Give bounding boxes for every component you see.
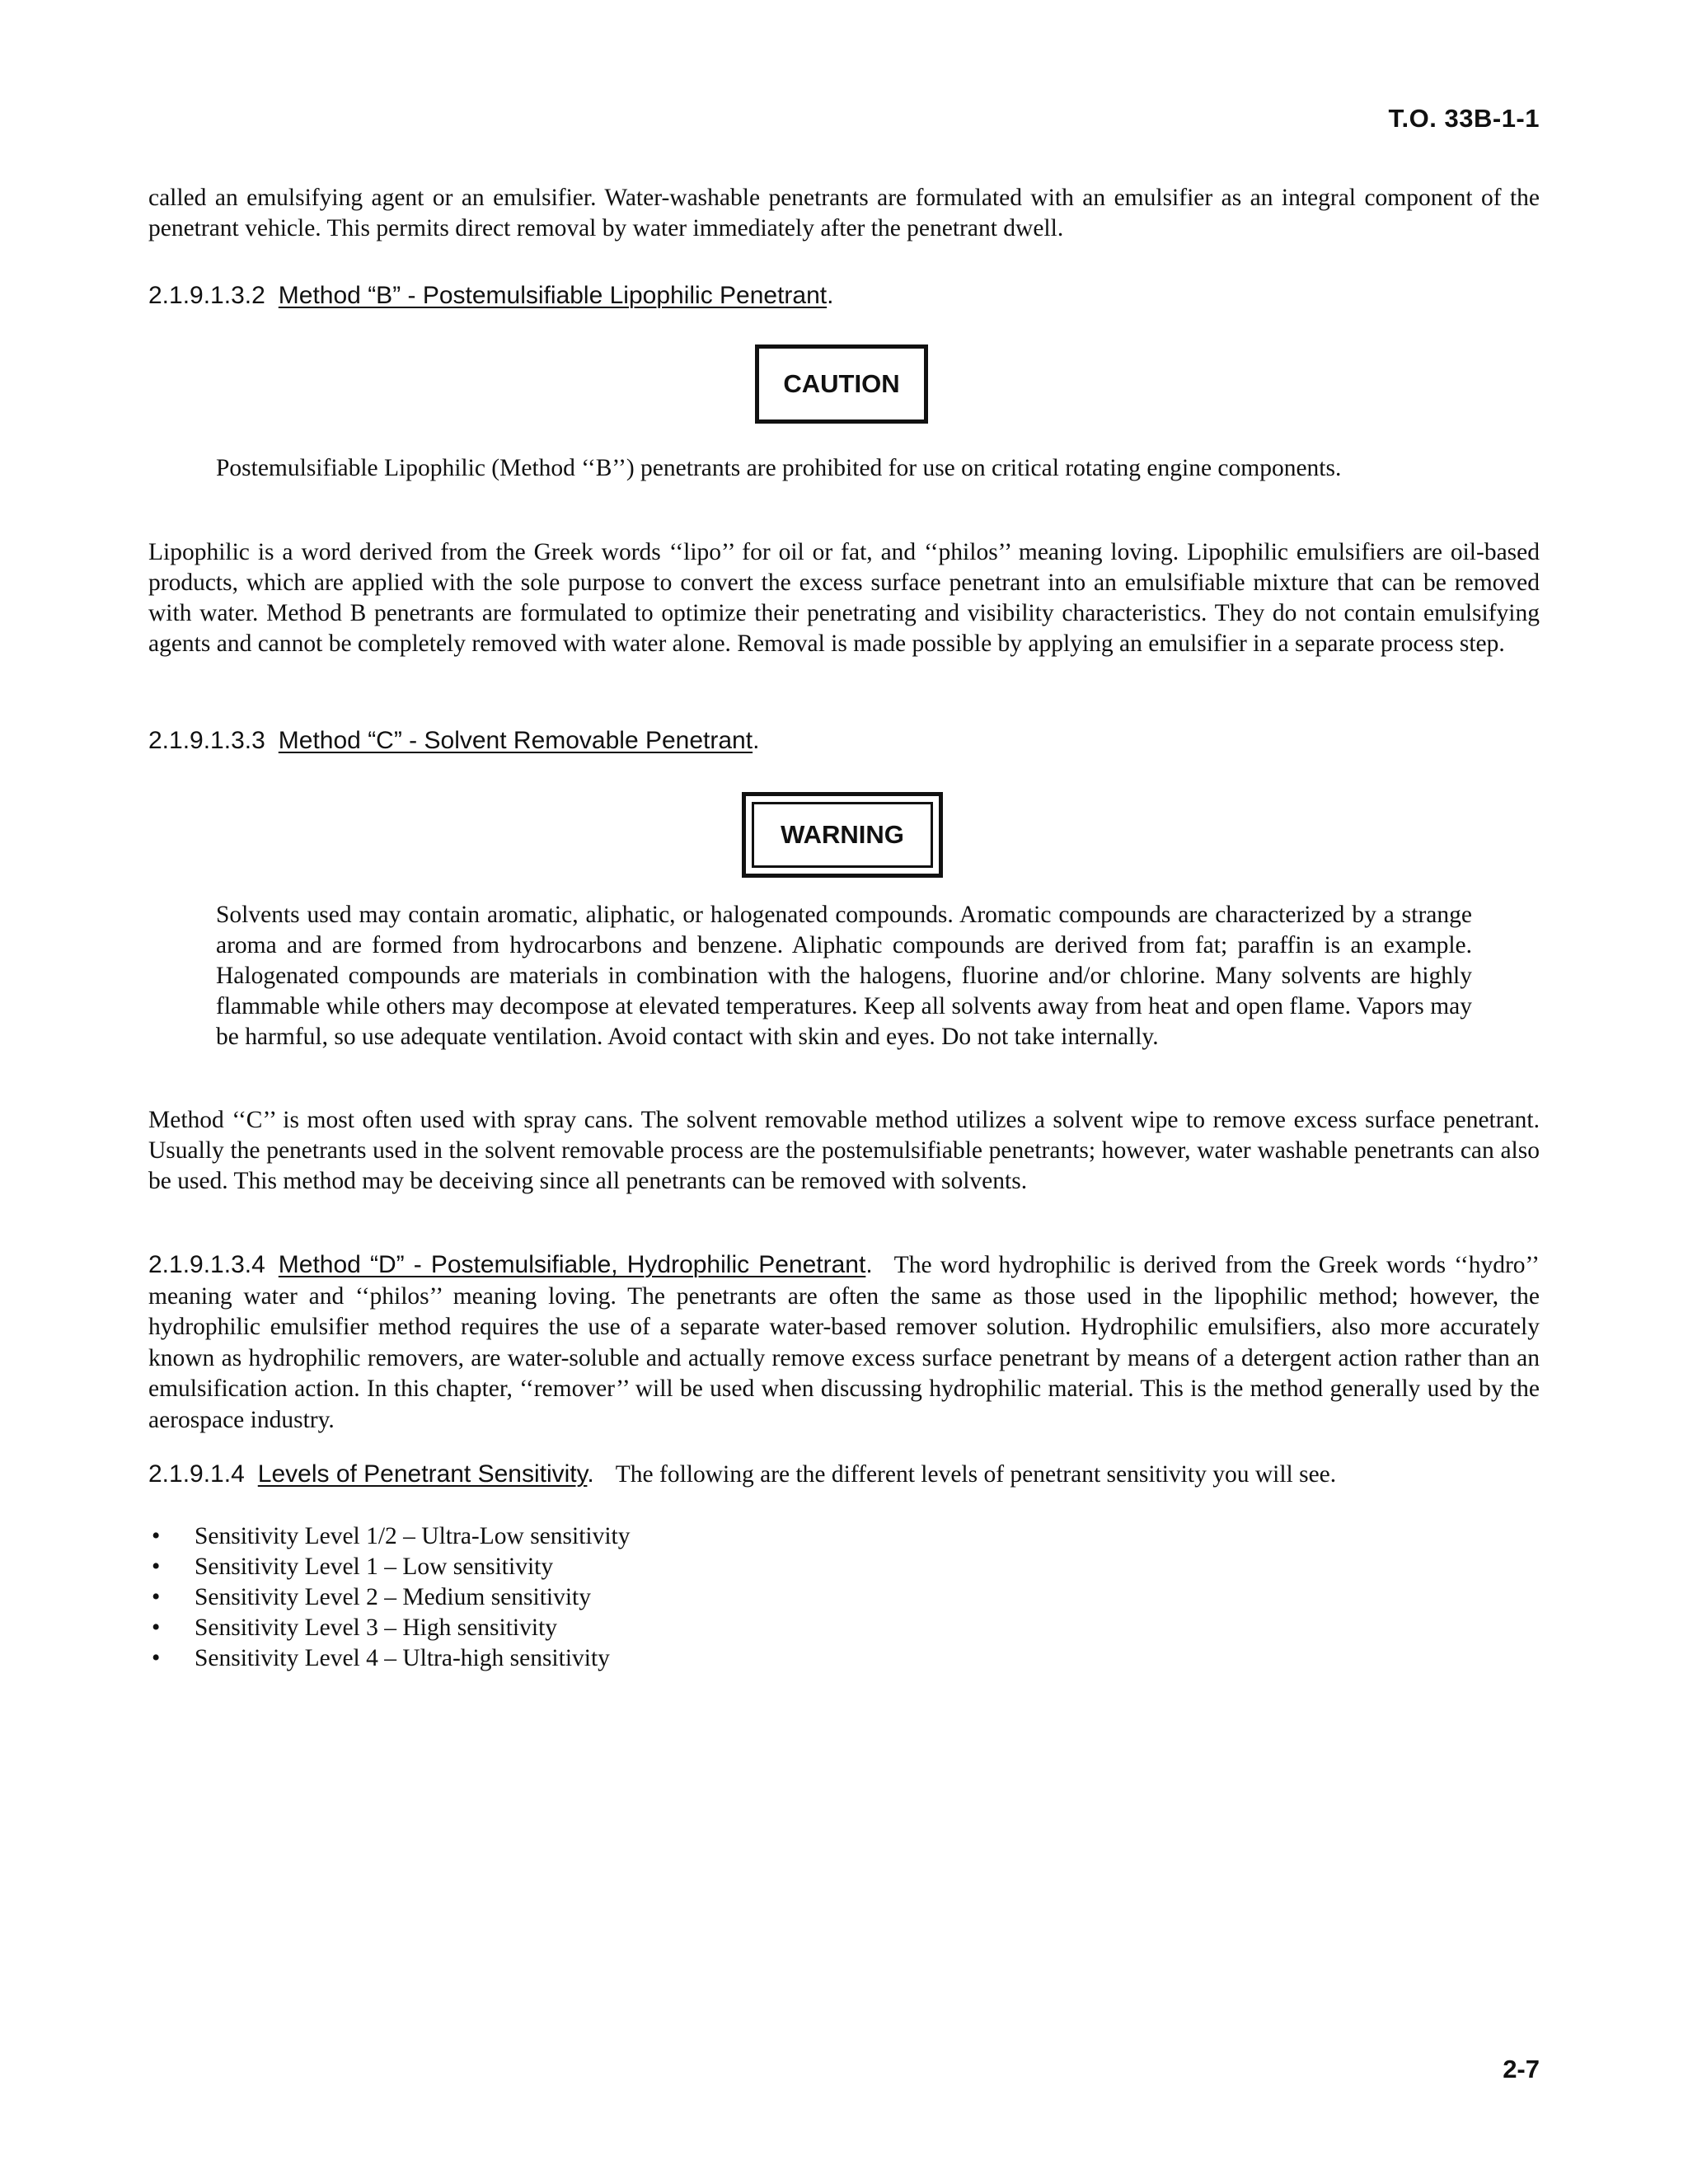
levels-body: The following are the different levels of penetrant sensitivity you will see. <box>615 1461 1337 1488</box>
method-c-paragraph: Method ‘‘C’’ is most often used with spray cans. The solvent removable method utilizes a solvent wipe to remove excess surface penetrant. Usually the penetrants used in the solvent removable process are the postemulsifiable penetrants; however, water washable penetrants can also be used. This method may be deceiving since all penetrants can be removed with solvents. <box>148 1107 1540 1194</box>
method-b-paragraph: Lipophilic is a word derived from the Greek words ‘‘lipo’’ for oil or fat, and ‘‘philos’’ meaning loving. Lipophilic emulsifiers are oil-based products, which are applied with the sole purpose to convert the excess surface penetrant into an emulsifiable mixture that can be removed with water. Method B penetrants are formulated to optimize their penetrating and visibility characteristics. They do not contain emulsifying agents and cannot be completely removed with water alone. Removal is made possible by applying an emulsifier in a separate process step. <box>148 539 1540 657</box>
bullet-icon: • <box>152 1615 161 1641</box>
method-d-paragraph <box>148 1249 1540 1436</box>
section-heading-method-b: 2.1.9.1.3.2 Method “B” - Postemulsifiable Lipophilic Penetrant. <box>148 282 834 309</box>
section-number: 2.1.9.1.3.2 <box>148 282 265 309</box>
list-item: • Sensitivity Level 4 – Ultra-high sensitivity <box>148 1643 630 1674</box>
bullet-icon: • <box>152 1584 161 1610</box>
list-item: • Sensitivity Level 3 – High sensitivity <box>148 1613 630 1643</box>
section-title: Levels of Penetrant Sensitivity <box>257 1460 588 1488</box>
bullet-icon: • <box>152 1554 161 1580</box>
warning-box <box>742 792 943 878</box>
doc-id-header: T.O. 33B-1-1 <box>1388 104 1540 133</box>
method-d-body: The word hydrophilic is derived from the Greek words ‘‘hydro’’ meaning water and ‘‘philos’’ meaning loving. The penetrants are often the same as those used in the lipophilic method; however, the hydrophilic emulsifier method requires the use of a separate water-based remover solution. Hydrophilic emulsifiers, also more accurately known as hydrophilic removers, are water-soluble and actually remove excess surface penetrant by means of a detergent action rather than an emulsification action. In this chapter, ‘‘remover’’ will be used when discussing hydrophilic material. This is the method generally used by the aerospace industry. <box>148 1252 1540 1433</box>
caution-text: Postemulsifiable Lipophilic (Method ‘‘B’’) penetrants are prohibited for use on critical rotating engine components. <box>216 455 1342 481</box>
page-number: 2-7 <box>1503 2055 1540 2083</box>
list-item: • Sensitivity Level 1/2 – Ultra-Low sensitivity <box>148 1521 630 1552</box>
bullet-icon: • <box>152 1645 161 1671</box>
section-title: Method “C” - Solvent Removable Penetrant <box>278 727 753 754</box>
intro-paragraph: called an emulsifying agent or an emulsifier. Water-washable penetrants are formulated with an emulsifier as an integral component of the penetrant vehicle. This permits direct removal by water immediately after the penetrant dwell. <box>148 185 1540 241</box>
section-title: Method “B” - Postemulsifiable Lipophilic Penetrant <box>278 282 828 309</box>
section-heading-levels: 2.1.9.1.4 Levels of Penetrant Sensitivity. <box>148 1460 594 1488</box>
caution-box: CAUTION <box>755 344 928 424</box>
sensitivity-level-list <box>148 1521 630 1674</box>
bullet-icon: • <box>152 1523 161 1549</box>
section-number: 2.1.9.1.3.4 <box>148 1251 265 1278</box>
section-number: 2.1.9.1.3.3 <box>148 727 265 754</box>
section-number: 2.1.9.1.4 <box>148 1460 245 1488</box>
list-item: • Sensitivity Level 2 – Medium sensitivity <box>148 1582 630 1613</box>
section-heading-method-c: 2.1.9.1.3.3 Method “C” - Solvent Removable Penetrant. <box>148 727 760 754</box>
warning-label: WARNING <box>752 802 933 868</box>
list-item: • Sensitivity Level 1 – Low sensitivity <box>148 1552 630 1582</box>
warning-text: Solvents used may contain aromatic, aliphatic, or halogenated compounds. Aromatic compounds are characterized by a strange aroma and are formed from hydrocarbons and benzene. Aliphatic compounds are derived from fat; paraffin is an example. Halogenated compounds are materials in combination with the halogens, fluorine and/or chlorine. Many solvents are highly flammable while others may decompose at elevated temperatures. Keep all solvents away from heat and open flame. Vapors may be harmful, so use adequate ventilation. Avoid contact with skin and eyes. Do not take internally. <box>216 902 1472 1050</box>
section-heading-method-d: 2.1.9.1.3.4 Method “D” - Postemulsifiable, Hydrophilic Penetrant. <box>148 1251 873 1278</box>
section-title: Method “D” - Postemulsifiable, Hydrophilic Penetrant <box>278 1251 866 1278</box>
document-page <box>148 0 1540 2184</box>
levels-paragraph <box>148 1459 1540 1490</box>
